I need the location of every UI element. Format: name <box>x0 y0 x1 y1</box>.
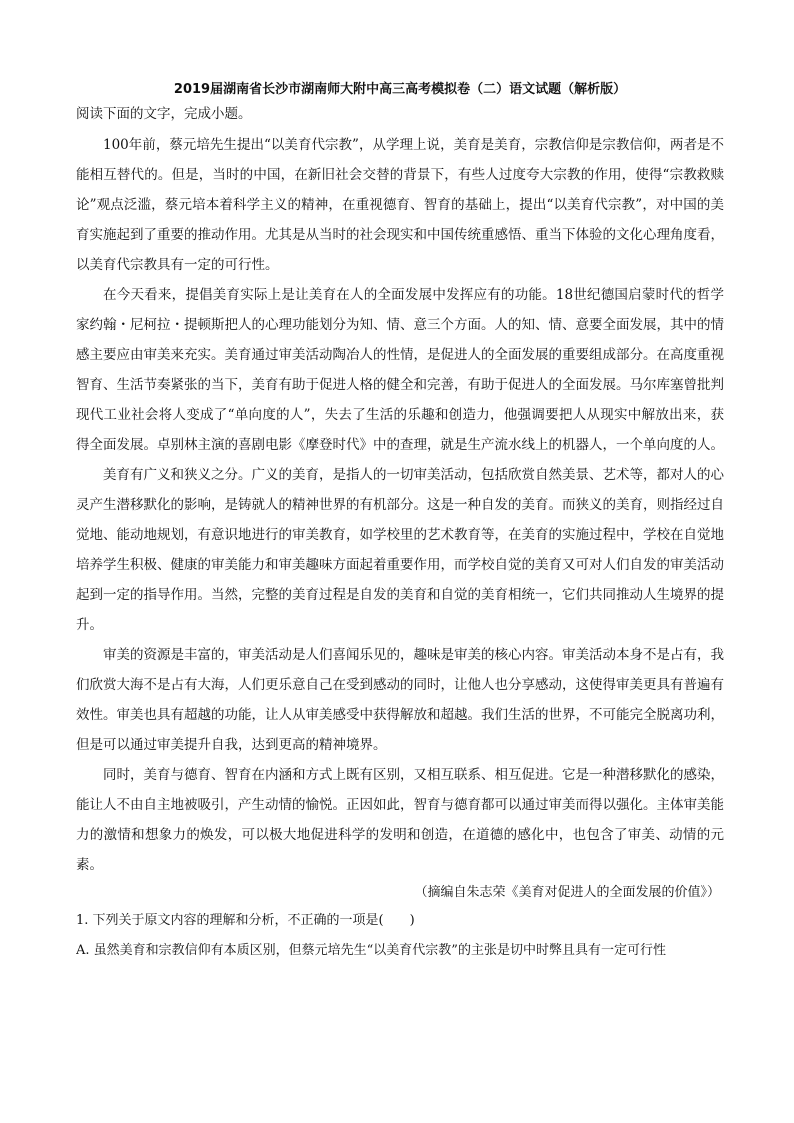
question-1-option-a: A. 虽然美育和宗教信仰有本质区别，但蔡元培先生“以美育代宗教”的主张是切中时弊且具有一定可行性 <box>76 943 666 958</box>
source-citation: （摘编自朱志荣《美育对促进人的全面发展的价值》） <box>414 885 720 900</box>
document-title: 2019届湖南省长沙市湖南师大附中高三高考模拟卷（二）语文试题（解析版） <box>173 82 627 97</box>
document-page <box>76 80 724 966</box>
paragraph-5: 同时，美育与德育、智育在内涵和方式上既有区别，又相互联系、相互促进。它是一种潜移默化的感染，能让人不由自主地被吸引，产生动情的愉悦。正因如此，智育与德育都可以通过审美而得以强化。主体审美能力的激情和想象力的焕发，可以极大地促进科学的发明和创造，在道德的感化中，也包含了审美、动情的元素。 <box>76 767 724 873</box>
paragraph-4: 审美的资源是丰富的，审美活动是人们喜闻乐见的，趣味是审美的核心内容。审美活动本身不是占有，我们欣赏大海不是占有大海，人们更乐意自己在受到感动的同时，让他人也分享感动，这使得审美更具有普遍有效性。审美也具有超越的功能，让人从审美感受中获得解放和超越。我们生活的世界，不可能完全脱离功利，但是可以通过审美提升自我，达到更高的精神境界。 <box>76 647 724 753</box>
reading-instruction: 阅读下面的文字，完成小题。 <box>76 106 252 122</box>
question-1: 1. 下列关于原文内容的理解和分析，不正确的一项是( ) <box>76 913 415 928</box>
paragraph-3: 美育有广义和狭义之分。广义的美育，是指人的一切审美活动，包括欣赏自然美景、艺术等，都对人的心灵产生潜移默化的影响，是铸就人的精神世界的有机部分。这是一种自发的美育。而狭义的美育，则指经过自觉地、能动地规划，有意识地进行的审美教育，如学校里的艺术教育等，在美育的实施过程中，学校在自觉地培养学生积极、健康的审美能力和审美趣味方面起着重要作用，而学校自觉的美育又可对人们自发的审美活动起到一定的指导作用。当然，完整的美育过程是自发的美育和自觉的美育相统一，它们共同推动人生境界的提升。 <box>76 467 724 633</box>
paragraph-1: 100年前，蔡元培先生提出“以美育代宗教”，从学理上说，美育是美育，宗教信仰是宗教信仰，两者是不能相互替代的。但是，当时的中国，在新旧社会交替的背景下，有些人过度夸大宗教的作用，使得“宗教救赎论”观点泛滥，蔡元培本着科学主义的精神，在重视德育、智育的基础上，提出“以美育代宗教”，对中国的美育实施起到了重要的推动作用。尤其是从当时的社会现实和中国传统重感悟、重当下体验的文化心理角度看，以美育代宗教具有一定的可行性。 <box>76 137 724 273</box>
paragraph-2: 在今天看来，提倡美育实际上是让美育在人的全面发展中发挥应有的功能。18世纪德国启蒙时代的哲学家约翰・尼柯拉・提顿斯把人的心理功能划分为知、情、意三个方面。人的知、情、意要全面发展，其中的情感主要应由审美来充实。美育通过审美活动陶冶人的性情，是促进人的全面发展的重要组成部分。在高度重视智育、生活节奏紧张的当下，美育有助于促进人格的健全和完善，有助于促进人的全面发展。马尔库塞曾批判现代工业社会将人变成了“单向度的人”，失去了生活的乐趣和创造力，他强调要把人从现实中解放出来，获得全面发展。卓别林主演的喜剧电影《摩登时代》中的查理，就是生产流水线上的机器人，一个单向度的人。 <box>76 287 724 453</box>
